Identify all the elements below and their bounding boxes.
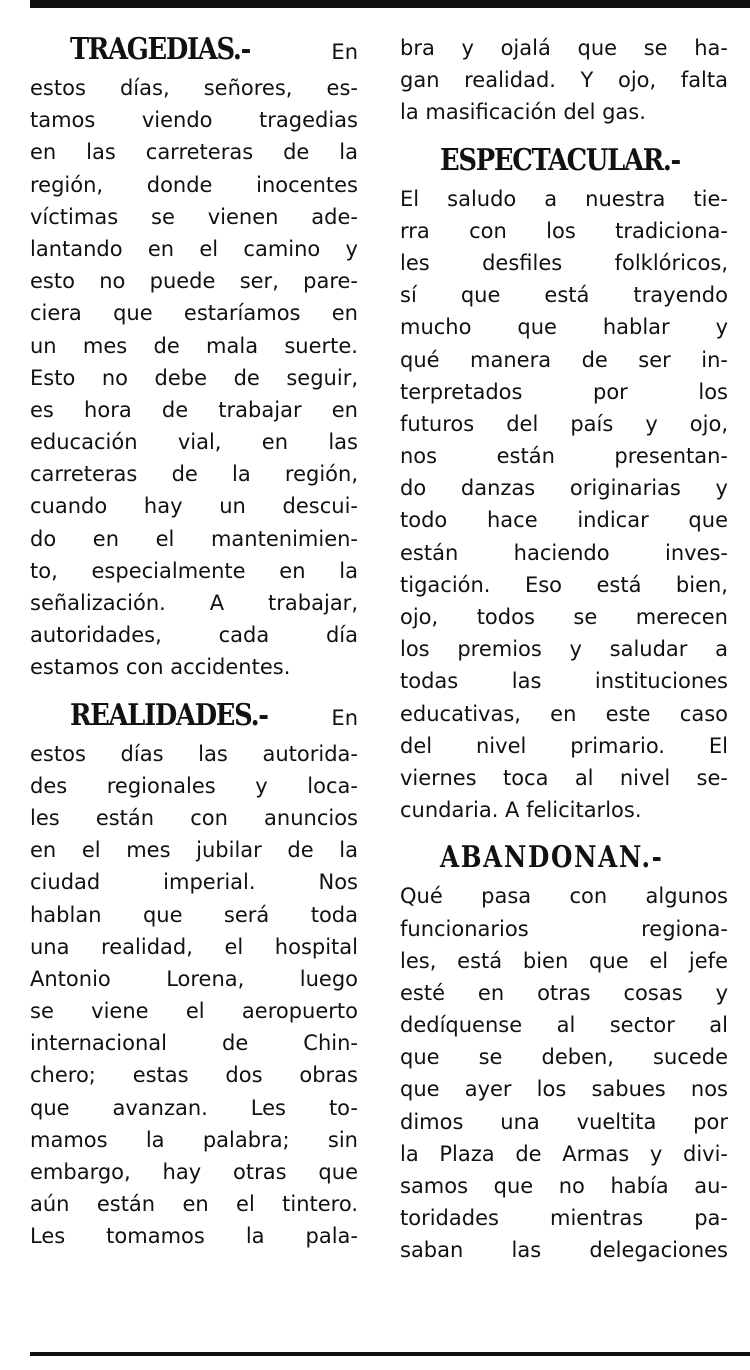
- text-line: dimos una vueltita por: [400, 1109, 728, 1134]
- text-line: los premios y saludar a: [400, 637, 728, 662]
- section-gap: [30, 684, 358, 694]
- text-line: ciudad imperial. Nos: [30, 870, 358, 895]
- text-line: do danzas originarias y: [400, 476, 728, 501]
- text-line: estos días las autorida-: [30, 741, 358, 766]
- bottom-rule: [30, 1352, 750, 1356]
- text-line: to, especialmente en la: [30, 558, 358, 583]
- section-abandonan: [400, 836, 728, 1266]
- text-line: en las carreteras de la: [30, 140, 358, 165]
- section-gap: [400, 129, 728, 139]
- text-line: del nivel primario. El: [400, 733, 728, 758]
- text-line: que se deben, sucede: [400, 1045, 728, 1070]
- text-line: ciera que estaríamos en: [30, 301, 358, 326]
- text-line: Antonio Lorena, luego: [30, 966, 358, 991]
- text-line: se viene el aeropuerto: [30, 999, 358, 1024]
- text-line: es hora de trabajar en: [30, 397, 358, 422]
- section-espectacular: [400, 139, 728, 827]
- text-line: viernes toca al nivel se-: [400, 765, 728, 790]
- text-line: Qué pasa con algunos: [400, 884, 728, 909]
- text-line: mucho que hablar y: [400, 315, 728, 340]
- text-line: tigación. Eso está bien,: [400, 572, 728, 597]
- section-heading-line: [400, 139, 728, 183]
- text-line: embargo, hay otras que: [30, 1160, 358, 1184]
- text-line: terpretados por los: [400, 379, 728, 404]
- text-line: rra con los tradiciona-: [400, 218, 728, 243]
- section-heading: ABANDONAN.-: [440, 840, 664, 876]
- section-heading: TRAGEDIAS.-: [70, 32, 251, 67]
- text-line: la masificación del gas.: [400, 100, 646, 125]
- continued-lead: [400, 32, 728, 129]
- section-tragedias: [30, 28, 358, 684]
- text-line: que avanzan. Les to-: [30, 1095, 358, 1120]
- text-line: chero; estas dos obras: [30, 1063, 358, 1088]
- text-line: están haciendo inves-: [400, 540, 728, 565]
- text-line: que ayer los sabues nos: [400, 1077, 728, 1102]
- text-line: bra y ojalá que se ha-: [400, 36, 728, 60]
- text-line: El saludo a nuestra tie-: [400, 186, 728, 211]
- text-line: carreteras de la región,: [30, 462, 358, 487]
- left-column: [30, 28, 358, 1253]
- text-line: funcionarios regiona-: [400, 916, 728, 941]
- text-line: autoridades, cada día: [30, 623, 358, 648]
- right-column: [400, 32, 728, 1267]
- heading-line-rest: En: [331, 705, 358, 730]
- text-line: hablan que será toda: [30, 902, 358, 927]
- section-heading: ESPECTACULAR.-: [440, 142, 680, 178]
- text-line: do en el mantenimien-: [30, 526, 358, 551]
- section-heading-line: [400, 836, 728, 880]
- text-line: todo hace indicar que: [400, 508, 728, 533]
- text-line: des regionales y loca-: [30, 773, 358, 798]
- text-line: Esto no debe de seguir,: [30, 365, 358, 390]
- text-line: tamos viendo tragedias: [30, 108, 358, 133]
- text-line: una realidad, el hospital: [30, 934, 358, 959]
- section-gap: [400, 826, 728, 836]
- text-line: les están con anuncios: [30, 805, 358, 830]
- text-line: aún están en el tintero.: [30, 1192, 358, 1217]
- text-line: toridades mientras pa-: [400, 1206, 728, 1231]
- text-line: un mes de mala suerte.: [30, 333, 358, 358]
- text-line: saban las delegaciones: [400, 1238, 728, 1263]
- text-line: cundaria. A felicitarlos.: [400, 798, 642, 823]
- text-line: mamos la palabra; sin: [30, 1127, 358, 1152]
- text-line: qué manera de ser in-: [400, 347, 728, 372]
- text-line: esté en otras cosas y: [400, 980, 728, 1005]
- text-line: región, donde inocentes: [30, 172, 358, 197]
- text-line: estos días, señores, es-: [30, 76, 358, 100]
- text-line: señalización. A trabajar,: [30, 591, 358, 615]
- text-line: internacional de Chin-: [30, 1031, 358, 1056]
- section-heading: REALIDADES.-: [70, 697, 268, 733]
- top-rule: [30, 0, 750, 8]
- text-line: futuros del país y ojo,: [400, 411, 728, 436]
- section-heading-line: [30, 694, 358, 738]
- text-line: nos están presentan-: [400, 444, 728, 469]
- text-line: lantando en el camino y: [30, 236, 358, 261]
- text-line: les, está bien que el jefe: [400, 948, 728, 973]
- text-line: en el mes jubilar de la: [30, 838, 358, 863]
- text-line: gan realidad. Y ojo, falta: [400, 68, 728, 93]
- text-line: cuando hay un descui-: [30, 494, 358, 519]
- text-line: sí que está trayendo: [400, 283, 728, 308]
- text-line: les desfiles folklóricos,: [400, 250, 728, 275]
- heading-line-rest: En: [331, 40, 358, 64]
- text-line: esto no puede ser, pare-: [30, 269, 358, 294]
- text-line: dedíquense al sector al: [400, 1013, 728, 1038]
- text-line: educativas, en este caso: [400, 701, 728, 726]
- section-realidades: [30, 694, 358, 1253]
- text-line: la Plaza de Armas y divi-: [400, 1141, 728, 1166]
- text-line: víctimas se vienen ade-: [30, 204, 358, 229]
- text-line: samos que no había au-: [400, 1174, 728, 1198]
- text-line: ojo, todos se merecen: [400, 605, 728, 629]
- text-line: educación vial, en las: [30, 430, 358, 455]
- text-line: estamos con accidentes.: [30, 655, 291, 680]
- section-heading-line: [30, 28, 358, 72]
- text-line: todas las instituciones: [400, 669, 728, 694]
- text-line: Les tomamos la pala-: [30, 1224, 358, 1249]
